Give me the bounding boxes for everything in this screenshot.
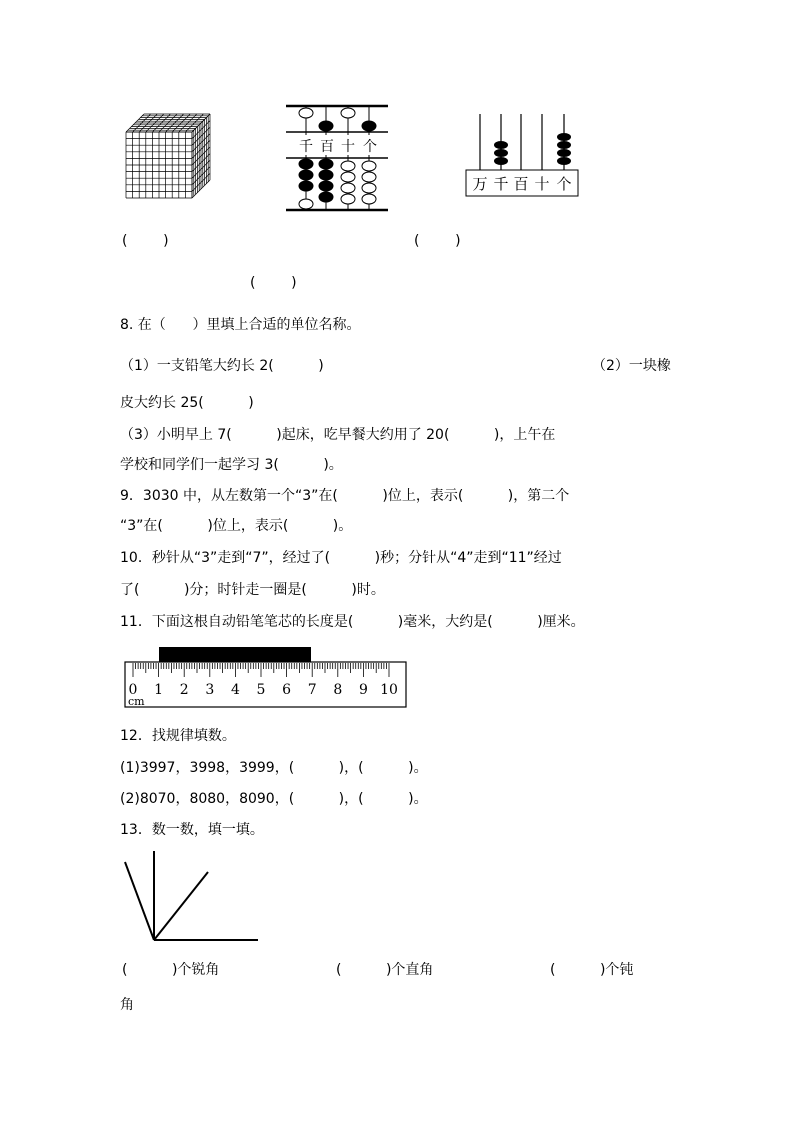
q13-title: 13．数一数，填一填。 bbox=[120, 822, 264, 838]
ruler-figure bbox=[124, 646, 414, 708]
q11-line1: 11．下面这根自动铅笔笔芯的长度是( )毫米，大约是( )厘米。 bbox=[120, 614, 585, 630]
q8-line4: 学校和同学们一起学习 3( )。 bbox=[120, 457, 343, 473]
abacus1-label-thousand: 千 bbox=[299, 139, 313, 155]
figure1-answer-blank[interactable]: ( ) bbox=[122, 233, 169, 249]
q13-acute-blank[interactable]: ( )个锐角 bbox=[122, 962, 220, 978]
ruler-number: 3 bbox=[205, 682, 215, 698]
q13-obtuse-blank[interactable]: ( )个钝 bbox=[550, 962, 634, 978]
pencil-lead bbox=[159, 647, 311, 662]
ruler-number: 10 bbox=[380, 682, 398, 698]
q8-line3: （3）小明早上 7( )起床，吃早餐大约用了 20( )，上午在 bbox=[120, 427, 556, 443]
ruler-number: 7 bbox=[307, 682, 317, 698]
abacus2-label-hundred: 百 bbox=[513, 175, 529, 193]
q8-line1-b: （2）一块橡 bbox=[592, 358, 671, 374]
q8-title: 8. 在（ ）里填上合适的单位名称。 bbox=[120, 317, 361, 333]
abacus2-label-ten: 十 bbox=[534, 175, 550, 193]
thousand-cube-figure bbox=[122, 110, 212, 205]
q8-line1-a: （1）一支铅笔大约长 2( ) bbox=[120, 358, 324, 374]
abacus-figure-1 bbox=[284, 104, 394, 214]
q12-title: 12．找规律填数。 bbox=[120, 728, 236, 744]
abacus1-label-one: 个 bbox=[363, 139, 377, 155]
q12-line1: (1)3997，3998，3999，( )，( )。 bbox=[120, 760, 428, 776]
ruler-number: 0 bbox=[128, 682, 138, 698]
angles-figure bbox=[122, 850, 262, 945]
abacus2-label-thousand: 千 bbox=[493, 175, 509, 193]
figure2-answer-blank[interactable]: ( ) bbox=[250, 275, 297, 291]
abacus-figure-2 bbox=[464, 112, 584, 202]
figure3-answer-blank[interactable]: ( ) bbox=[414, 233, 461, 249]
abacus1-label-ten: 十 bbox=[341, 139, 355, 155]
abacus1-label-hundred: 百 bbox=[320, 139, 334, 155]
ruler-number: 2 bbox=[179, 682, 189, 698]
q10-line2: 了( )分；时针走一圈是( )时。 bbox=[120, 582, 385, 598]
ruler-number: 1 bbox=[154, 682, 164, 698]
abacus2-label-one: 个 bbox=[556, 175, 572, 193]
ruler-number: 6 bbox=[282, 682, 292, 698]
q13-obtuse-wrap: 角 bbox=[120, 997, 134, 1013]
q9-line1: 9．3030 中，从左数第一个“3”在( )位上，表示( )，第二个 bbox=[120, 488, 570, 504]
q12-line2: (2)8070，8080，8090，( )，( )。 bbox=[120, 791, 428, 807]
ruler-number: 5 bbox=[256, 682, 266, 698]
ruler-number: 4 bbox=[230, 682, 240, 698]
q9-line2: “3”在( )位上，表示( )。 bbox=[120, 518, 353, 534]
ruler-number: 9 bbox=[358, 682, 368, 698]
q13-right-blank[interactable]: ( )个直角 bbox=[336, 962, 434, 978]
abacus2-label-ten-thousand: 万 bbox=[472, 175, 488, 193]
q8-line2: 皮大约长 25( ) bbox=[120, 395, 254, 411]
ruler-number: 8 bbox=[333, 682, 343, 698]
ruler-unit: cm bbox=[128, 695, 145, 708]
q10-line1: 10．秒针从“3”走到“7”，经过了( )秒；分针从“4”走到“11”经过 bbox=[120, 550, 562, 566]
